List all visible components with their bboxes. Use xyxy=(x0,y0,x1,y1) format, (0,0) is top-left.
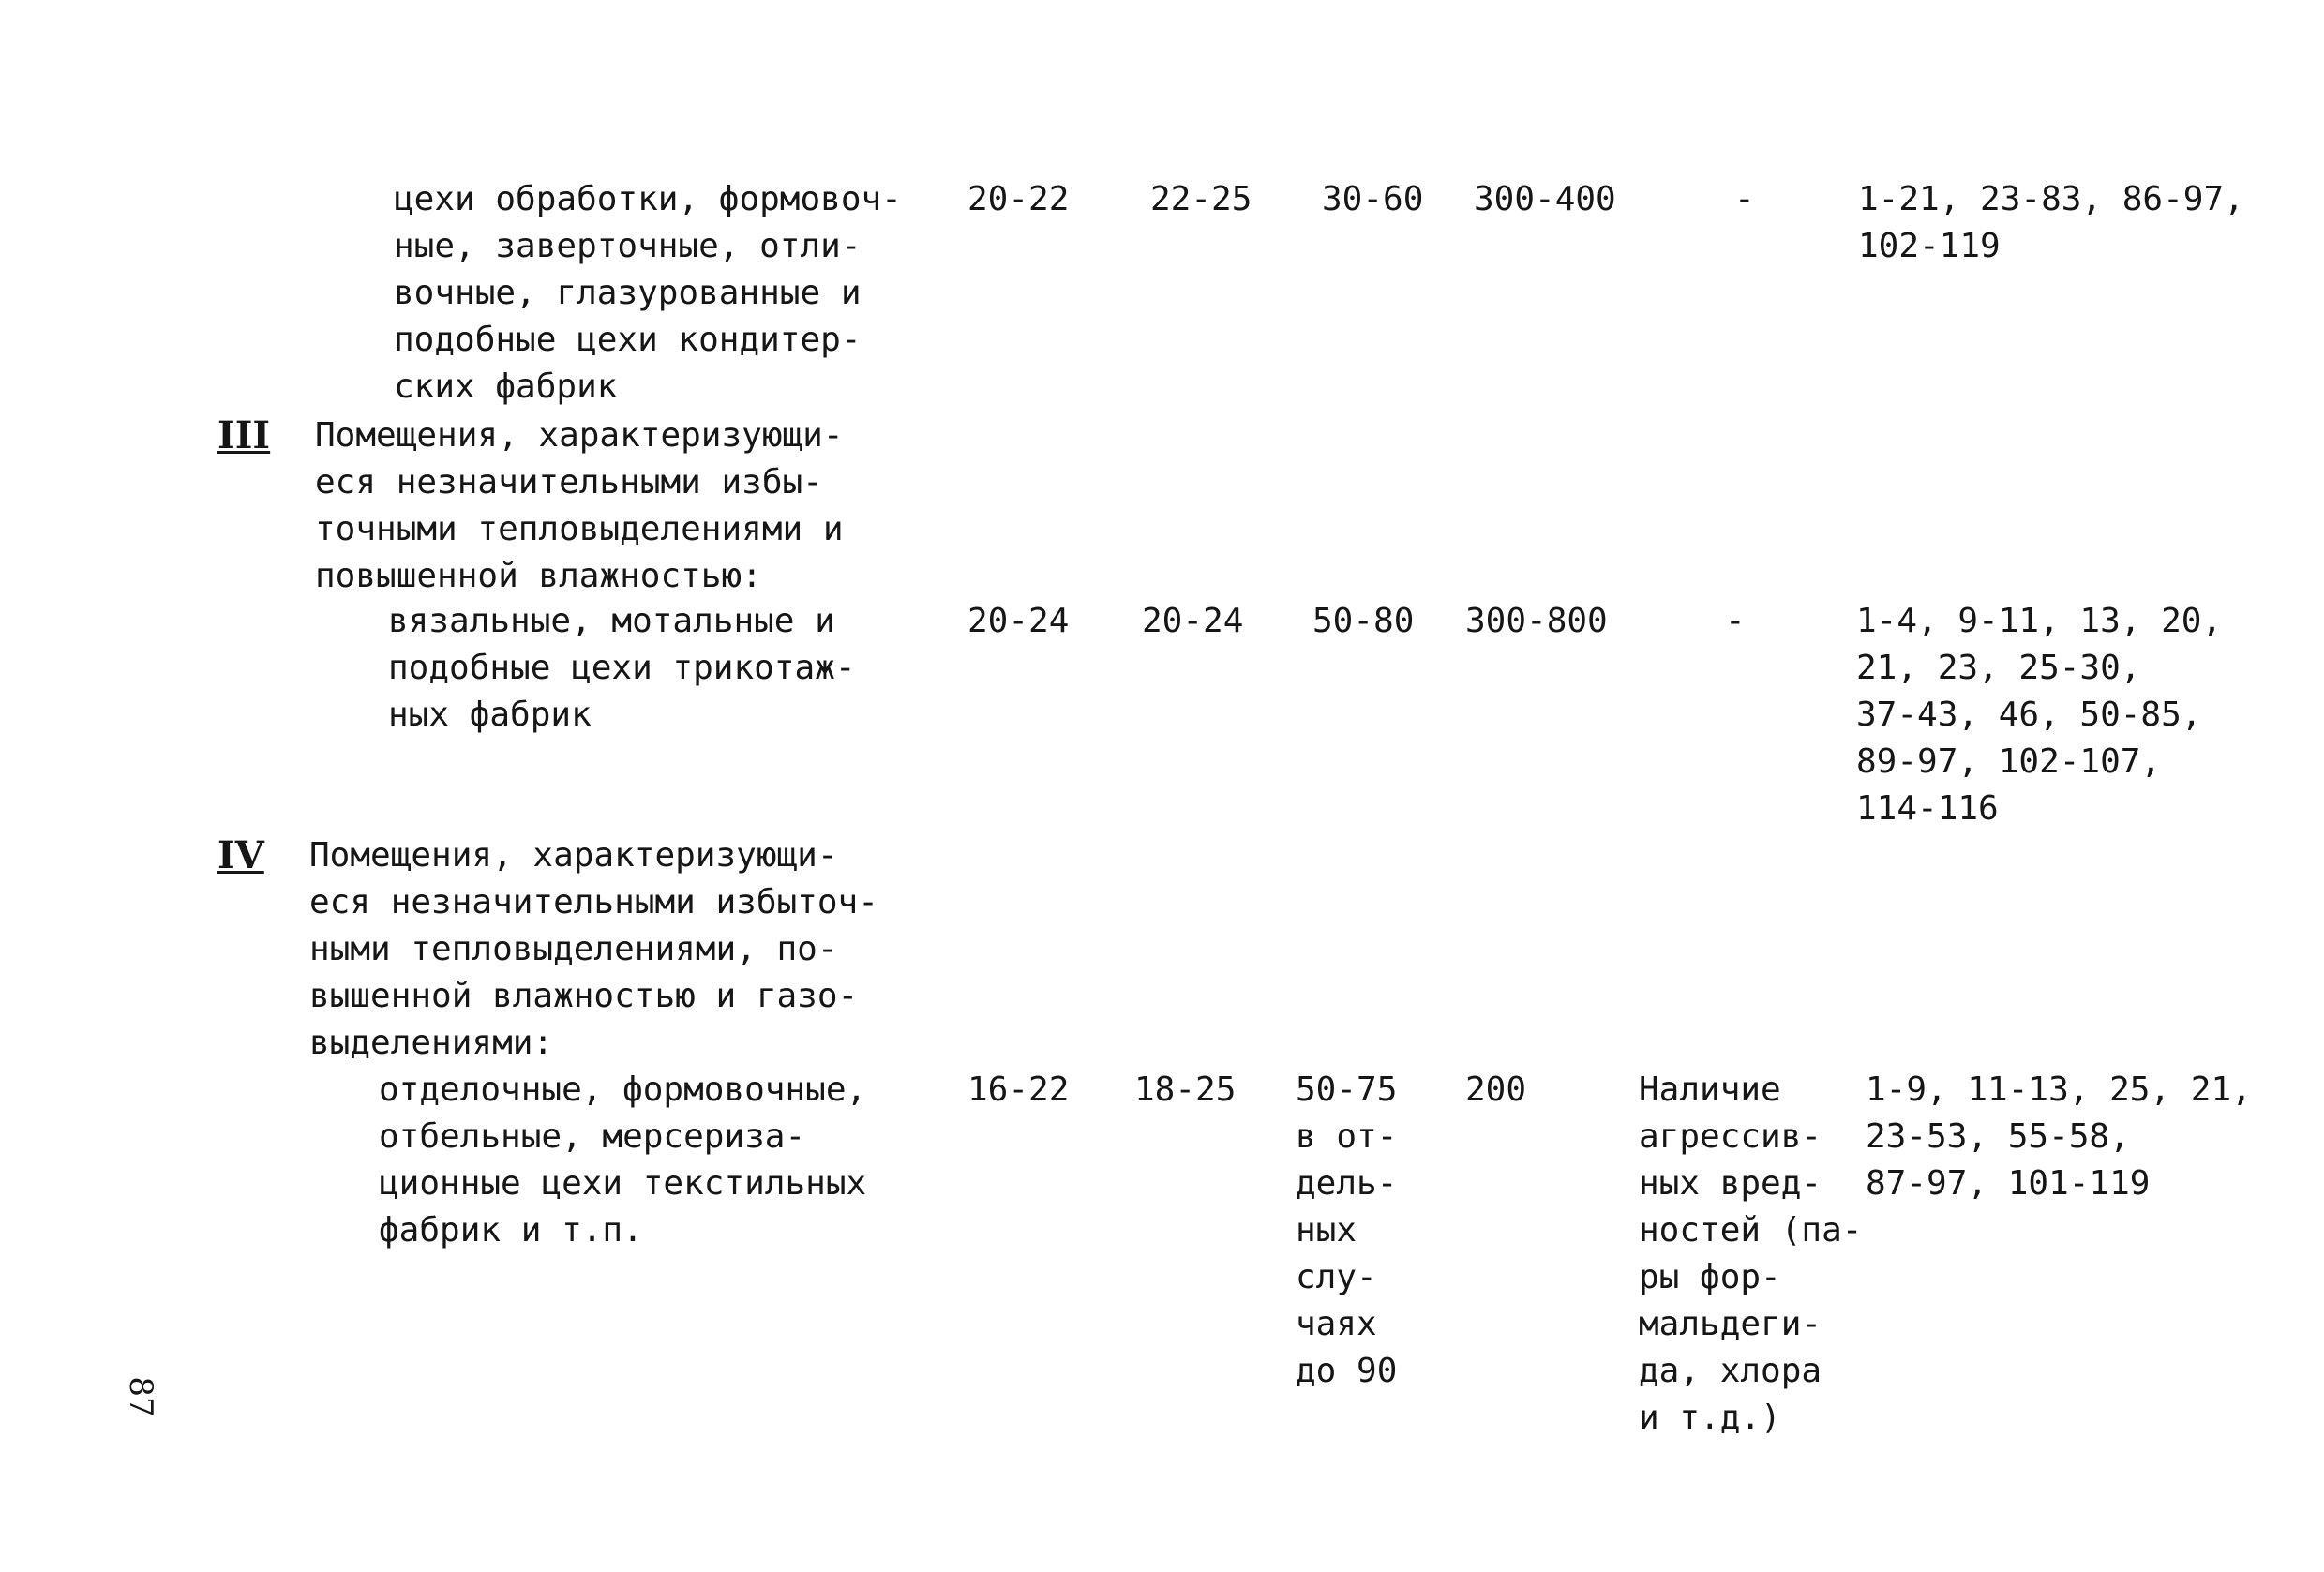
section-iv-col2-value: 18-25 xyxy=(1134,1070,1237,1109)
section-iii-col5-value: - xyxy=(1725,602,1746,640)
row1-col6-value: 1-21, 23-83, 86-97, 102-119 xyxy=(1858,180,2244,265)
section-iii-col4-value: 300-800 xyxy=(1465,602,1608,640)
section-iv-heading: Помещения, характеризующи- еся незначительными избыточ- ными тепловыделениями, по- вышенной влажностью и газо- выделениями: xyxy=(309,836,878,1062)
row1-col4-value: 300-400 xyxy=(1474,180,1616,218)
section-iii-heading: Помещения, характеризующи- еся незначительными избы- точными тепловыделениями и повышенной влажностью: xyxy=(315,416,844,595)
section-iv-col1-value: 16-22 xyxy=(967,1070,1070,1109)
section-iii-numeral: III xyxy=(217,413,271,457)
row1-description: цехи обработки, формовоч- ные, заверточные, отли- вочные, глазурованные и подобные цехи кондитер- ских фабрик xyxy=(394,180,902,406)
section-iii-col3-value: 50-80 xyxy=(1312,602,1415,640)
row1-col1-value: 20-22 xyxy=(967,180,1070,218)
section-iii-description: вязальные, мотальные и подобные цехи трикотаж- ных фабрик xyxy=(388,602,856,734)
section-iii-col1-value: 20-24 xyxy=(967,602,1070,640)
section-iii-col6-value: 1-4, 9-11, 13, 20, 21, 23, 25-30, 37-43, 46, 50-85, 89-97, 102-107, 114-116 xyxy=(1856,602,2223,828)
page-number: 87 xyxy=(122,1376,159,1417)
section-iv-col6-value: 1-9, 11-13, 25, 21, 23-53, 55-58, 87-97, 101-119 xyxy=(1866,1070,2252,1203)
section-iv-col5-value: Наличие агрессив- ных вред- ностей (па- ры фор- мальдеги- да, хлора и т.д.) xyxy=(1639,1070,1863,1437)
section-iv-col4-value: 200 xyxy=(1465,1070,1527,1109)
row1-col2-value: 22-25 xyxy=(1150,180,1252,218)
section-iv-description: отделочные, формовочные, отбельные, мерсериза- ционные цехи текстильных фабрик и т.п. xyxy=(379,1070,867,1250)
section-iv-col3-value: 50-75 в от- дель- ных слу- чаях до 90 xyxy=(1296,1070,1398,1390)
row1-col5-value: - xyxy=(1734,180,1755,218)
section-iii-col2-value: 20-24 xyxy=(1142,602,1244,640)
row1-col3-value: 30-60 xyxy=(1322,180,1424,218)
section-iv-numeral: IV xyxy=(217,833,264,877)
